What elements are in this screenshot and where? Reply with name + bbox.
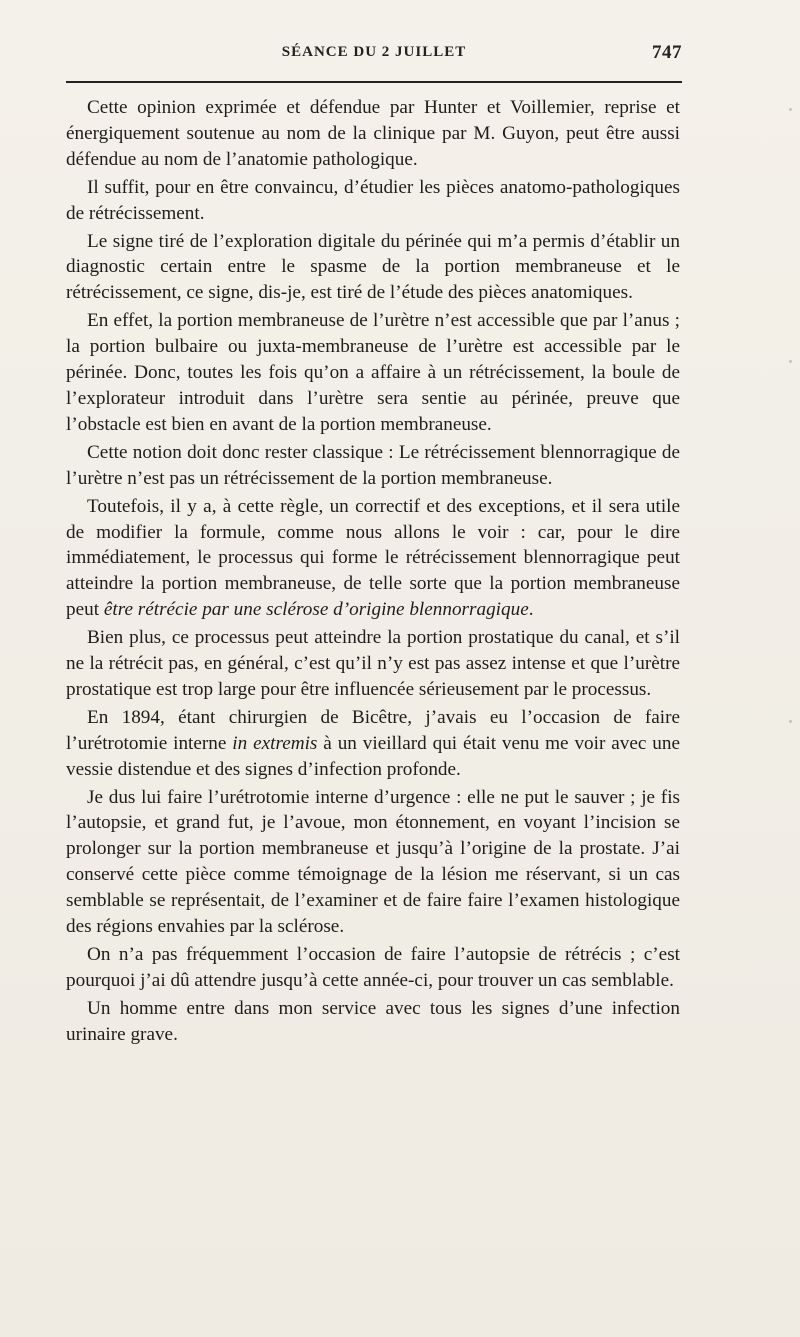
italic-phrase: in extremis [232, 732, 318, 754]
paragraph-text: à un vieillard qui était venu me voir avec une vessie distendue et des signes d’infection profonde. [66, 732, 680, 780]
paragraph: Cette opinion exprimée et défendue par Hunter et Voillemier, reprise et énergiquement soutenue au nom de la clinique par M. Guyon, peut être aussi défendue au nom de l’anatomie pathologique. [66, 97, 680, 170]
paper-speck [789, 720, 792, 723]
paragraph [66, 494, 680, 624]
paragraph-text: Toutefois, il y a, à cette règle, un correctif et des exceptions, et il sera utile de modifier la formule, comme nous allons le voir : car, pour le dire immédiatement, le processus qui forme le rétrécissement blennorragique peut atteindre la portion membraneuse, de telle sorte que la portion membraneuse peut [66, 495, 680, 621]
paragraph: En effet, la portion membraneuse de l’urètre n’est accessible que par l’anus ; la portion bulbaire ou juxta-membraneuse de l’urètre est accessible par le périnée. Donc, toutes les fois qu’on a affaire à un rétrécissement, la boule de l’explorateur introduit dans l’urètre sera sentie au périnée, preuve que l’obstacle est bien en avant de la portion membraneuse. [66, 310, 680, 435]
paragraph [66, 705, 680, 783]
header-rule [66, 81, 682, 83]
paragraph-text: . [528, 599, 534, 621]
paragraph-text: En 1894, étant chirurgien de Bicêtre, j’avais eu l’occasion de faire l’urétrotomie interne [66, 706, 680, 754]
running-header [66, 44, 682, 68]
paragraph: On n’a pas fréquemment l’occasion de faire l’autopsie de rétrécis ; c’est pourquoi j’ai dû attendre jusqu’à cette année-ci, pour trouver un cas semblable. [66, 944, 680, 991]
paper-speck [789, 360, 792, 363]
paragraph: Un homme entre dans mon service avec tous les signes d’une infection urinaire grave. [66, 997, 680, 1045]
body-text [66, 95, 680, 1048]
paragraph: Je dus lui faire l’urétrotomie interne d’urgence : elle ne put le sauver ; je fis l’autopsie, et grand fut, je l’avoue, mon étonnement, en voyant l’incision se prolonger sur la portion membraneuse et jusqu’à l’origine de la prostate. J’ai conservé cette pièce comme témoignage de la lésion me réservant, si un cas semblable se représentait, de l’examiner et de faire faire l’examen histologique des régions envahies par la sclérose. [66, 786, 680, 938]
paragraph: Le signe tiré de l’exploration digitale du périnée qui m’a permis d’établir un diagnostic certain entre le spasme de la portion membraneuse et le rétrécissement, ce signe, dis-je, est tiré de l’étude des pièces anatomiques. [66, 230, 680, 304]
paragraph: Cette notion doit donc rester classique : Le rétrécissement blennorragique de l’urètre n’est pas un rétrécissement de la portion membraneuse. [66, 441, 680, 489]
paper-speck [789, 108, 792, 111]
paragraph: Bien plus, ce processus peut atteindre la portion prostatique du canal, et s’il ne la rétrécit pas, en général, c’est qu’il n’y est pas assez intense et que l’urètre prostatique est trop large pour être influencée sérieusement par le processus. [66, 627, 680, 700]
italic-phrase: être rétrécie par une sclérose d’origine blennorragique [103, 599, 529, 621]
paragraph: Il suffit, pour en être convaincu, d’étudier les pièces anatomo-pathologiques de rétrécissement. [66, 176, 680, 224]
page-number: 747 [652, 42, 682, 63]
header-title: SÉANCE DU 2 JUILLET [281, 44, 467, 60]
